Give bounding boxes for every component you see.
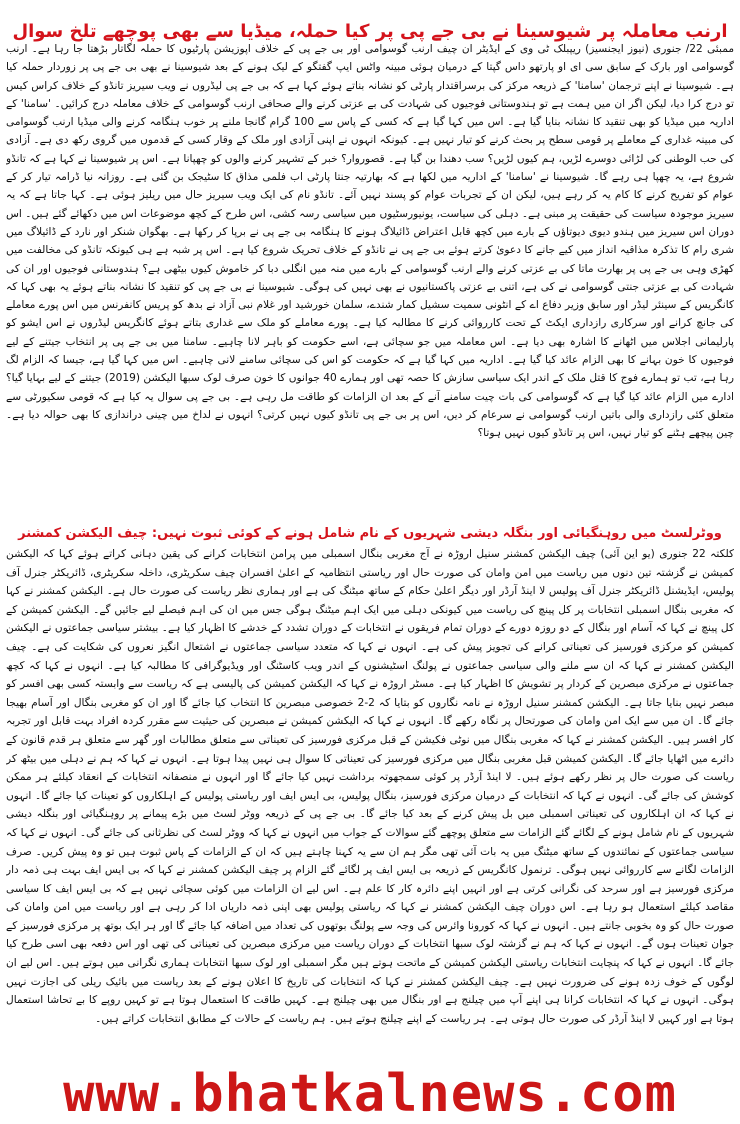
article-1-body: ممبئی 22/ جنوری (نیوز ایجنسیز) ریپبلک ٹی وی کے ایڈیٹر ان چیف ارنب گوسوامی اور بی جے پی کے خلاف اپوزیشن پارٹیوں کا حملہ لگاتار بڑھتا جا رہا ہے۔ ارنب گوسوامی اور بارک کے سابق سی ای او پارتھو داس گپتا کے درمیان ہوئی مبینہ واٹس ایپ گفتگو کے لیک ہونے کے بعد شیوسینا نے بھی بی جے پی پر زوردار حملہ کیا ہے۔ شیوسینا نے اپنے ترجمان 'سامنا' کے ذریعہ مرکز کی برسراقتدار پارٹی کو نشانہ بناتے ہوئے کہا ہے کہ بی جے پی لیڈروں نے ویب سیریز تانڈو کے خلاف کراس کیس تو درج کرا دیا، لیکن اگر ان میں ہمت ہے تو ہندوستانی فوجیوں کی شہادت کی بے عزتی کرنے والے صحافی ارنب گوسوامی کے خلاف معاملہ درج کرائیں۔ 'سامنا' کے اداریہ میں میڈیا کو بھی تنقید کا نشانہ بنایا گیا ہے۔ اس میں کہا گیا ہے کہ کسی کے پاس سے 100 گرام گانجا ملنے پر خوب ہنگامہ کرنے والی میڈیا ارنب گوسوامی کی مبینہ غداری کے معاملے پر قومی سطح پر بحث کرنے کو تیار نہیں ہے۔ کیونکہ انہوں نے اپنی آزادی اور ملک کے وقار کسی کے قدموں میں گروی رکھ دی ہے۔ آزادی کی حب الوطنی کی لڑائی دوسرے لڑیں، ہم کیوں لڑیں؟ سب دھندا بن گیا ہے۔ قصوروار؟ خبر کے تشہیر کرنے والوں کو چھپانا ہے۔ اس پر شیوسینا نے کہا ہے کہ تانڈو شروع ہے، یہ چھپا ہی رہے گا۔ شیوسینا نے 'سامنا' کے اداریہ میں لکھا ہے کہ بھارتیہ جنتا پارٹی اب فلمی مذاق کا سٹیجک بن گئی ہے۔ روزانہ نیا ڈرامہ تیار کر کے عوام کو تفریح کرنے کا کام یہ کر رہے ہیں، لیکن ان کے تجربات عوام کو پسند نہیں آئے۔ تانڈو نام کی ایک ویب سیریز حال میں ریلیز ہوئی ہے۔ کہا جاتا ہے کہ یہ سیریز موجودہ سیاست کی حقیقت پر مبنی ہے۔ دہلی کی سیاست، یونیورسٹیوں میں سیاسی رسہ کشی، اس طرح کے کچھ موضوعات اس میں دکھائے گئے ہیں۔ اس دوران اس سیریز میں ہندو دیوی دیوتاؤں کے بارے میں کچھ قابل اعتراض ڈائیلاگ ہونے کا ہنگامہ بی جے پی نے برپا کر رکھا ہے۔ بھگوان شنکر اور نارد کے ڈائیلاگ میں شری رام کا تذکرہ مذاقیہ انداز میں کیے جانے کا دعویٰ کرتے ہوئے بی جے پی نے تانڈو کے خلاف تحریک شروع کیا ہے۔ اس پر شبہ ہے ہی کیونکہ تانڈو کی مخالفت میں کھڑی وہی بی جے پی پر بھارت ماتا کی بے عزتی کرنے والے ارنب گوسوامی کے بارے میں منہ میں انگلی دبا کر خاموش کیوں بیٹھی ہے؟ ہندوستانی فوجیوں اور ان کی شہادت کی بے عزتی جنتی گوسوامی نے کی ہے، اتنی بے عزتی پاکستانیوں نے بھی نہیں کی ہوگی۔ شیوسینا نے بی جے پی کو تنقید کا نشانہ بناتے ہوئے یہ بھی کہا کہ کانگریس کے سینئر لیڈر اور سابق وزیر دفاع اے کے انٹونی سمیت سشیل کمار شندے، سلمان خورشید اور غلام نبی آزاد نے بدھ کو پریس کانفرنس میں اس پورے معاملے کی جانچ کرانے اور سرکاری رازداری ایکٹ کے تحت کارروائی کرنے کا مطالبہ کیا ہے۔ پورے معاملے کو ملک سے غداری بتاتے ہوئے کانگریس لیڈروں نے اس ایشو کو پارلیمانی اجلاس میں اٹھانے کا اشارہ بھی دیا ہے۔ اس معاملہ میں جو سچائی ہے، اسے حکومت کو باہر لانا چاہیے۔ سامنا میں بی جے پی پر انتخاب جیتنے کے لیے فوجیوں کا خون بہانے کا بھی الزام عائد کیا گیا ہے۔ اداریہ میں کہا گیا ہے کہ حکومت کو اس کی سچائی سامنے لانی چاہیے۔ اس میں کہا گیا ہے، جیسا کہ الزام لگ رہا ہے، تب تو ہمارے فوج کا قتل ملک کے اندر ایک سیاسی سازش کا حصہ تھی اور ہمارے 40 جوانوں کا خون صرف لوک سبھا الیکشن (2019) جیتنے کے لیے بہایا گیا؟ ادارے میں الزام عائد کیا گیا ہے کہ گوسوامی کی بات چیت سامنے آنے کے بعد ان الزامات کو طاقت مل رہی ہے۔ بی جے پی سوال یہ کیا ہے کہ قومی سکیورٹی سے متعلق کئی رازداری والی باتیں ارنب گوسوامی نے سرعام کر دیں، اس پر بی جے پی تانڈو کیوں نہیں کرتی؟ انہوں نے لداخ میں چینی دراندازی کا بھی حوالہ دیا ہے۔ چین پیچھے ہٹنے کو تیار نہیں، اس پر تانڈو کیوں نہیں ہوتا؟ [6, 43, 734, 440]
website-footer: www.bhatkalnews.com [63, 1064, 677, 1124]
article-2-headline: ووٹرلسٹ میں روہنگیائی اور بنگلہ دیشی شہریوں کے نام شامل ہونے کے کوئی ثبوت نہیں: چیف الیکشن کمشنر [18, 525, 722, 541]
article-1-headline: ارنب معاملہ پر شیوسینا نے بی جے پی پر کیا حملہ، میڈیا سے بھی پوچھے تلخ سوال [12, 21, 728, 43]
article-2-body: کلکتہ 22 جنوری (یو این آئی) چیف الیکشن کمشنر سنیل اروڑہ نے آج مغربی بنگال اسمبلی میں پرامن انتخابات کرانے کی یقین دہانی کراتے ہوئے کہا کہ الیکشن کمیشن نے گزشتہ تین دنوں میں ریاست میں امن وامان کی صورت حال اور ریاستی انتظامیہ کے اعلیٰ افسران چیف سکریٹری، داخلہ سکریٹری، ڈائریکٹر جنرل آف پولیس، ایڈیشنل ڈائریکٹر جنرل آف پولیس لا اینڈ آرڈر اور دیگر اعلیٰ حکام کے ساتھ میٹنگ کی ہے اور ہماری نظر ریاست کی صورت حال ہے۔ الیکشن کمشنر نے کہا کہ مغربی بنگال اسمبلی انتخابات پر کل پینچ کی ریاست میں کیونکی دہلی میں ایک اہم میٹنگ ہوگی جس میں ان کی اہم فیصلے لیے جائیں گے۔ الیکشن کمیشن کے کل پینچ نے کہا کہ آسام اور بنگال کے دو روزہ دورے کے دوران تمام فریقوں نے انتخابات کے دوران تشدد کے خدشے کا اظہار کیا ہے۔ بیشتر سیاسی جماعتوں نے الیکشن کمیشن کو مرکزی فورسیز کی تعیناتی کرانے کی تجویز پیش کی ہے۔ انہوں نے کہا کہ متعدد سیاسی جماعتوں نے اشتعال انگیز نعروں کی شکایت کی ہے۔ چیف الیکشن کمشنر نے کہا کہ ان سے ملنے والی سیاسی جماعتوں نے پولنگ اسٹیشنوں کے اندر ویب کاسٹنگ اور ویڈیوگرافی کا مطالبہ کیا ہے۔ انہوں نے کہا کہ کچھ جماعتوں نے مرکزی مبصرین کے کردار پر تشویش کا اظہار کیا ہے۔ مسٹر اروڑہ نے کہا کہ الیکشن کمیشن کی پالیسی ہے کہ ریاست سے وابستہ کسی بھی افسر کو مبصر نہیں بنایا جاتا ہے۔ الیکشن کمشنر سنیل اروڑہ نے نامہ نگاروں کو بتایا کہ 2-2 خصوصی مبصرین کا انتخاب کیا جائے گا اور ان کو مغربی بنگال اور آسام بھیجا جائے گا۔ ان میں سے ایک امن وامان کی صورتحال پر نگاہ رکھے گا۔ انہوں نے کہا کہ الیکشن کمیشن نے مبصرین کی حیثیت سے مقرر کردہ افراد بہت قابل اور تجربہ کار افسر ہیں۔ الیکشن کمشنر نے کہا کہ مغربی بنگال میں نوٹی فکیشن کے قبل مرکزی فورسیز کی تعیناتی سے متعلق مطالبات اور گھر سے متعلق ہر قدم قانون کے دائرے میں اٹھایا جائے گا۔ الیکشن کمیشن قبل مغربی بنگال میں مرکزی فورسیز کی تعیناتی کا سوال ہی نہیں پیدا ہوتا ہے۔ انہوں نے کہا کہ ہم نے دہلی میں بیٹھ کر ریاست کی صورت حال پر نظر رکھے ہوئے ہیں۔ لا اینڈ آرڈر پر کوئی سمجھوتہ برداشت نہیں کیا جائے گا اور انہوں نے منصفانہ انتخابات کے انعقاد کیلئے ہر ممکن کوشش کی جائے گی۔ انہوں نے کہا کہ انتخابات کے درمیان مرکزی فورسیز، بنگال پولیس، بی ایس ایف اور ریاستی پولیس کے اہلکاروں کو تعینات کیا جائے گا۔ انہوں نے کہا کہ ان اہلکاروں کی تعیناتی اسمبلی میں بل پیش کرنے کے بعد کیا جائے گا۔ بی جے پی کے ذریعہ ووٹر لسٹ میں بڑے پیمانے پر روہنگیائی اور بنگلہ دیشی شہریوں کے نام شامل ہونے کے لگائے گئے الزامات سے متعلق پوچھے گئے سوالات کے جواب میں انہوں نے کہا کہ ووٹر لسٹ کی نظرثانی کی جائے گی۔ انہوں نے کہا کہ سیاسی جماعتوں کے نمائندوں کے ساتھ میٹنگ میں یہ بات آئی تھی مگر ہم ان سے یہ کہنا چاہتے ہیں کہ ان کے الزامات کے پاس ثبوت ہیں تو وہ پیش کریں۔ صرف الزامات لگانے سے کارروائی نہیں ہوگی۔ ترنمول کانگریس کے ذریعہ بی ایس ایف پر لگائے گئے الزام پر چیف الیکشن کمشنر نے کہا کہ بی ایس ایف بہت ہی ذمہ دار مرکزی فورسیز ہے اور سرحد کی نگرانی کرتی ہے اور انہیں اپنے دائرہ کار کا علم ہے۔ اس لیے ان الزامات میں کوئی سچائی نہیں ہے کہ بی ایس ایف کا سیاسی مقاصد کیلئے استعمال ہو رہا ہے۔ اس دوران چیف الیکشن کمشنر نے کہا کہ ریاستی پولیس بھی اپنی ذمہ داریاں ادا کر رہی ہے اور ریاست میں امن وامان کی صورت حال کو وہ بخوبی جانتے ہیں۔ انہوں نے کہا کہ کورونا وائرس کی وجہ سے پولنگ بوتھوں کی تعداد میں اضافہ کیا جائے گا اور ہر ایک بوتھ پر مرکزی فورسیز کے جوان تعینات ہوں گے۔ انہوں نے کہا کہ ہم نے گزشتہ لوک سبھا انتخابات کے دوران ریاست میں مرکزی مبصرین کی تعیناتی کی تھی اور اس دفعہ بھی اسی طرح کیا جائے گا۔ انہوں نے کہا کہ پنچایت انتخابات ریاستی الیکشن کمیشن کے ماتحت ہوتے ہیں مگر اسمبلی اور لوک سبھا انتخابات ہماری نگرانی میں ہوتے ہیں۔ اس لیے ان لوگوں کے خوف زدہ ہونے کی ضرورت نہیں ہے۔ چیف الیکشن کمشنر نے کہا کہ انتخابات کی تاریخ کا اعلان ہونے کے بعد ریاست میں بائیک ریلی کی اجازت نہیں ہوگی۔ انہوں نے کہا کہ انتخابات کرانا ہی اپنے آپ میں چیلنج ہے اور بنگال میں بھی چیلنج ہے۔ کہیں طاقت کا استعمال ہوتا ہے تو کہیں روپے کا بے تحاشا استعمال ہوتا ہے اور کہیں لا اینڈ آرڈر کی صورت حال ہوتی ہے۔ ہر ریاست کے اپنے چیلنج ہوتے ہیں۔ ہم ریاست کے حالات کے مطابق انتخابات کراتے ہیں۔ [6, 548, 734, 1025]
